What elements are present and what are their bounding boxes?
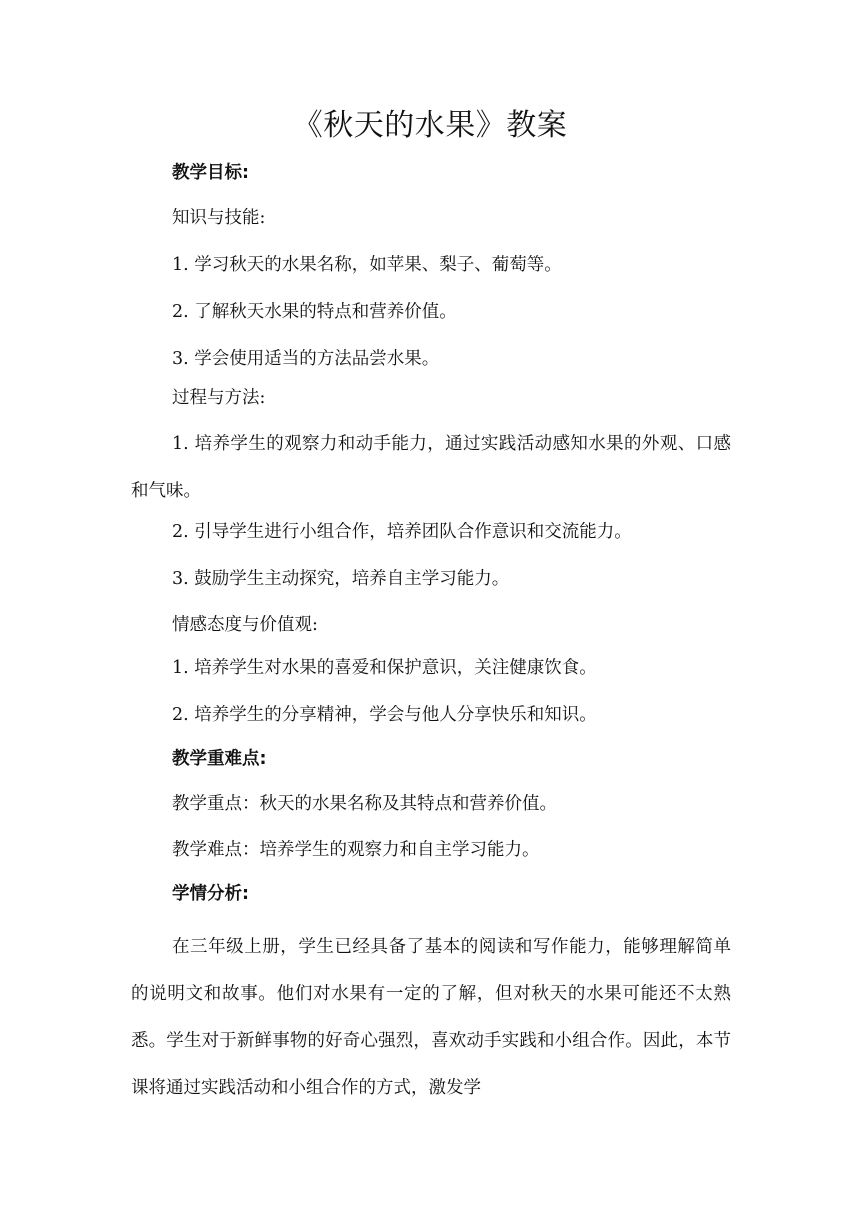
emotion-item-1: 1. 培养学生对水果的喜爱和保护意识，关注健康饮食。 bbox=[172, 658, 597, 678]
knowledge-item-3: 3. 学会使用适当的方法品尝水果。 bbox=[172, 349, 440, 369]
emotion-item-2: 2. 培养学生的分享精神，学会与他人分享快乐和知识。 bbox=[172, 705, 597, 725]
document-title: 《秋天的水果》教案 bbox=[292, 108, 568, 143]
knowledge-item-2: 2. 了解秋天水果的特点和营养价值。 bbox=[172, 302, 457, 322]
key-points-heading: 教学重难点: bbox=[172, 749, 267, 769]
teaching-difficulty: 教学难点：培养学生的观察力和自主学习能力。 bbox=[172, 840, 540, 860]
process-item-2: 2. 引导学生进行小组合作，培养团队合作意识和交流能力。 bbox=[172, 522, 632, 542]
teaching-focus: 教学重点：秋天的水果名称及其特点和营养价值。 bbox=[172, 794, 557, 814]
process-item-3: 3. 鼓励学生主动探究，培养自主学习能力。 bbox=[172, 569, 510, 589]
knowledge-item-1: 1. 学习秋天的水果名称，如苹果、梨子、葡萄等。 bbox=[172, 255, 562, 275]
analysis-paragraph: 在三年级上册，学生已经具备了基本的阅读和写作能力，能够理解简单的说明文和故事。他们对水果有一定的了解，但对秋天的水果可能还不太熟悉。学生对于新鲜事物的好奇心强烈，喜欢动手实践和小组合作。因此，本节课将通过实践活动和小组合作的方式，激发学 bbox=[131, 937, 731, 1098]
objectives-heading: 教学目标: bbox=[172, 163, 249, 183]
process-methods-label: 过程与方法: bbox=[172, 388, 266, 408]
knowledge-skills-label: 知识与技能: bbox=[172, 208, 266, 228]
emotion-values-label: 情感态度与价值观: bbox=[172, 615, 318, 635]
process-item-1: 1. 培养学生的观察力和动手能力，通过实践活动感知水果的外观、口感和气味。 bbox=[131, 434, 731, 501]
analysis-heading: 学情分析: bbox=[172, 884, 249, 904]
